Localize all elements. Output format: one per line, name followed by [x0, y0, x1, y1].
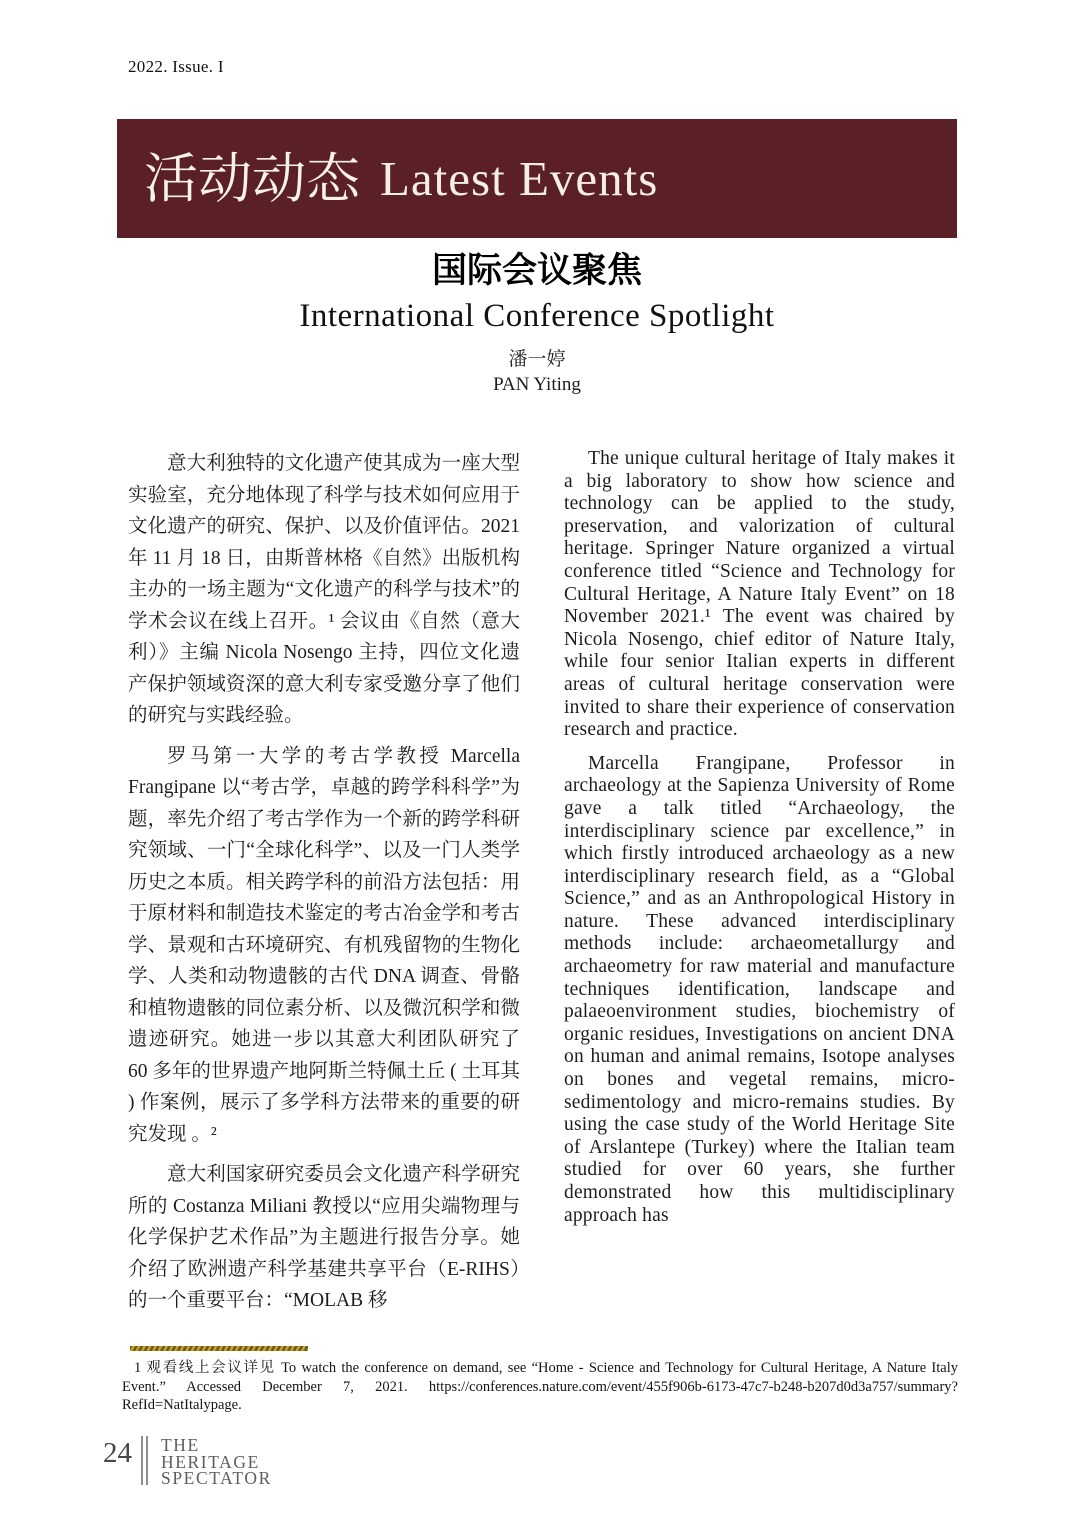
footer-divider-bars: [141, 1436, 148, 1485]
footnote-divider: [130, 1346, 308, 1351]
journal-logo-line: HERITAGE: [161, 1451, 260, 1472]
section-title-chinese: 活动动态: [144, 148, 360, 209]
section-title-english: Latest Events: [380, 151, 659, 206]
article-title-chinese: 国际会议聚焦: [431, 251, 642, 290]
journal-logo: [161, 1436, 272, 1487]
article-column-chinese: [128, 448, 520, 1326]
article-header: [117, 252, 957, 396]
author-name-chinese: 潘一婷: [508, 349, 566, 370]
footnote: 1 观看线上会议详见 To watch the conference on demand, see “Home - Science and Technology for Cultural Heritage, A Nature Italy Event.” Accessed December 7, 2021. https://conferences.nature.com/event/455f906b-6173-47c7-b248-b207d0d3a757/summary?RefId=NatItalypage.: [122, 1360, 958, 1413]
paragraph: Marcella Frangipane, Professor in archaeology at the Sapienza University of Rome gave a talk titled “Archaeology, the interdisciplinary science par excellence,” in which firstly introduced archaeology as a new interdisciplinary research field, as a “Global Science,” and as an Anthropological History in nature. These advanced interdisciplinary methods include: archaeometallurgy and archaeometry for raw material and manufacture techniques identification, landscape and palaeoenvironment studies, biochemistry of organic residues, Investigations on ancient DNA on human and animal remains, Isotope analyses on bones and vegetal remains, micro-sedimentology and micro-remains studies. By using the case study of the World Heritage Site of Arslantepe (Turkey) where the Italian team studied for over 60 years, she further demonstrated how this multidisciplinary approach has: [564, 752, 955, 1226]
paragraph: 意大利国家研究委员会文化遗产科学研究所的 Costanza Miliani 教授以“应用尖端物理与化学保护艺术作品”为主题进行报告分享。她介绍了欧洲遗产科学基建共享平台（E-RIHS）的一个重要平台：“MOLAB 移: [128, 1164, 520, 1311]
journal-logo-line: SPECTATOR: [161, 1468, 272, 1488]
paragraph: 罗马第一大学的考古学教授 Marcella Frangipane 以“考古学，卓越的跨学科科学”为题，率先介绍了考古学作为一个新的跨学科研究领域、一门“全球化科学”、以及一门人类学历史之本质。相关跨学科的前沿方法包括：用于原材料和制造技术鉴定的考古冶金学和考古学、景观和古环境研究、有机残留物的生物化学、人类和动物遗骸的古代 DNA 调查、骨骼和植物遗骸的同位素分析、以及微沉积学和微遗迹研究。她进一步以其意大利团队研究了 60 多年的世界遗产地阿斯兰特佩土丘 ( 土耳其 ) 作案例，展示了多学科方法带来的重要的研究发现 。²: [128, 745, 520, 1145]
section-banner: [117, 119, 957, 238]
journal-logo-line: THE: [161, 1435, 200, 1455]
paragraph: The unique cultural heritage of Italy makes it a big laboratory to show how science and technology can be applied to the study, preservation, and valorization of cultural heritage. Springer Nature organized a virtual conference titled “Science and Technology for Cultural Heritage, A Nature Italy Event” on 18 November 2021.¹ The event was chaired by Nicola Nosengo, chief editor of Nature Italy, while four senior Italian experts in different areas of cultural heritage conservation were invited to share their experience of conservation research and practice.: [564, 448, 955, 741]
issue-label: 2022. Issue. I: [128, 57, 224, 76]
article-title-english: International Conference Spotlight: [299, 298, 775, 334]
page-footer: [103, 1436, 272, 1487]
article-column-english: [564, 448, 955, 1326]
author-name-english: PAN Yiting: [493, 374, 581, 395]
paragraph: 意大利独特的文化遗产使其成为一座大型实验室，充分地体现了科学与技术如何应用于文化遗产的研究、保护、以及价值评估。2021 年 11 月 18 日，由斯普林格《自然》出版机构主办的一场主题为“文化遗产的科学与技术”的学术会议在线上召开。¹ 会议由《自然（意大利）》主编 Nicola Nosengo 主持，四位文化遗产保护领域资深的意大利专家受邀分享了他们的研究与实践经验。: [128, 453, 520, 726]
article-body: [128, 448, 955, 1326]
page-number: 24: [103, 1437, 132, 1469]
